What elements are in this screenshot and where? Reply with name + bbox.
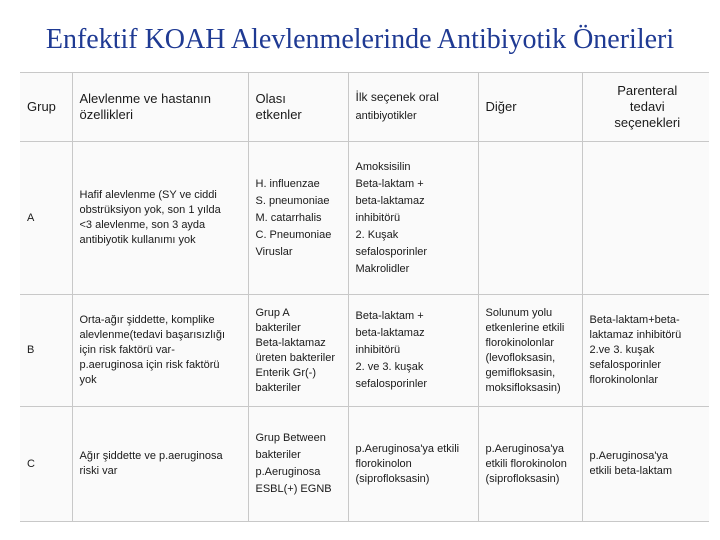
- header-parenteral: Parenteral tedavi seçenekleri: [582, 73, 709, 142]
- cell-parenteral: Beta-laktam+beta- laktamaz inhibitörü 2.ve 3. kuşak sefalosporinler florokinolonlar: [582, 295, 709, 407]
- cell-etkenler: Grup Between bakteriler p.Aeruginosa ESBL(+) EGNB: [248, 407, 348, 522]
- cell-alevlenme: Ağır şiddette ve p.aeruginosa riski var: [72, 407, 248, 522]
- cell-alevlenme: Orta-ağır şiddette, komplike alevlenme(tedavi başarısızlığı için risk faktörü var- p.aeruginosa için risk faktörü yok: [72, 295, 248, 407]
- cell-grup: C: [20, 407, 72, 522]
- header-grup: Grup: [20, 73, 72, 142]
- cell-ilk-secenek: p.Aeruginosa'ya etkili florokinolon (siprofloksasin): [348, 407, 478, 522]
- table-header-row: [20, 73, 709, 142]
- header-olasi-etkenler: Olası etkenler: [248, 73, 348, 142]
- cell-diger: Solunum yolu etkenlerine etkili florokinolonlar (levofloksasin, gemifloksasin, moksifloksasin): [478, 295, 582, 407]
- header-ilk-secenek: [348, 73, 478, 142]
- cell-diger: [478, 142, 582, 295]
- cell-ilk-secenek: Beta-laktam + beta-laktamaz inhibitörü 2. ve 3. kuşak sefalosporinler: [348, 295, 478, 407]
- header-alevlenme: Alevlenme ve hastanın özellikleri: [72, 73, 248, 142]
- header-ilk-secenek-line2: antibiyotikler: [355, 110, 417, 122]
- header-ilk-secenek-line1: İlk seçenek oral: [355, 90, 439, 104]
- header-diger: Diğer: [478, 73, 582, 142]
- cell-ilk-secenek: Amoksisilin Beta-laktam + beta-laktamaz inhibitörü 2. Kuşak sefalosporinler Makrolidler: [348, 142, 478, 295]
- cell-parenteral: [582, 142, 709, 295]
- cell-diger: p.Aeruginosa'ya etkili florokinolon (siprofloksasin): [478, 407, 582, 522]
- cell-grup: A: [20, 142, 72, 295]
- table-row: [20, 142, 709, 295]
- cell-etkenler: H. influenzae S. pneumoniae M. catarrhalis C. Pneumoniae Viruslar: [248, 142, 348, 295]
- table-row: [20, 407, 709, 522]
- antibiotic-recommendations-table: [20, 72, 709, 522]
- table-row: [20, 295, 709, 407]
- cell-parenteral: p.Aeruginosa'ya etkili beta-laktam: [582, 407, 709, 522]
- cell-alevlenme: Hafif alevlenme (SY ve ciddi obstrüksiyon yok, son 1 yılda <3 alevlenme, son 3 ayda antibiyotik kullanımı yok: [72, 142, 248, 295]
- cell-grup: B: [20, 295, 72, 407]
- page-title: Enfektif KOAH Alevlenmelerinde Antibiyotik Önerileri: [45, 24, 675, 55]
- cell-etkenler: Grup A bakteriler Beta-laktamaz üreten bakteriler Enterik Gr(-) bakteriler: [248, 295, 348, 407]
